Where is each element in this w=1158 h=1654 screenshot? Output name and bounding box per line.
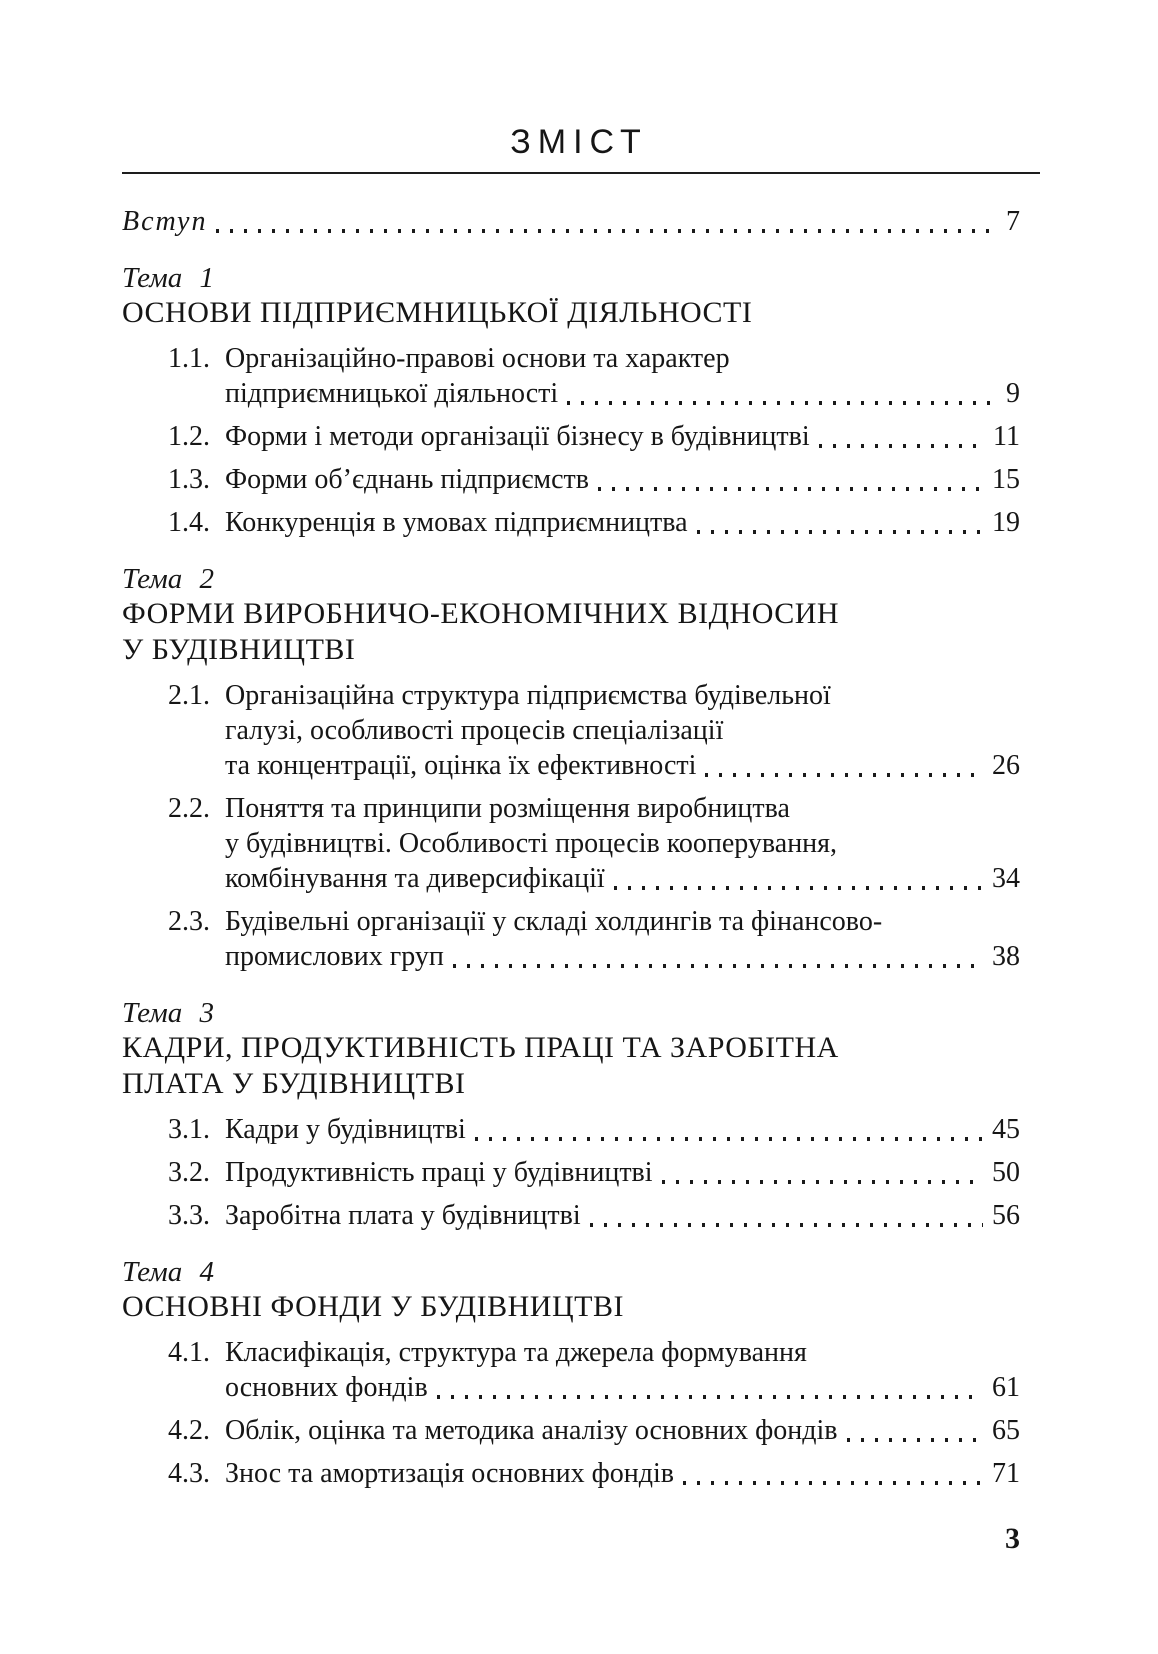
toc-entry bbox=[168, 341, 1038, 411]
title-rule bbox=[122, 172, 1040, 174]
toc-entry-page-ref: 11 bbox=[993, 420, 1020, 452]
dot-leader bbox=[437, 1395, 983, 1399]
toc-entry-line: Знос та амортизація основних фондів bbox=[225, 1457, 674, 1489]
toc-entry-last-line bbox=[225, 419, 1020, 454]
toc-entry-page-ref: 38 bbox=[992, 940, 1020, 972]
toc-entry-body bbox=[225, 791, 1038, 896]
toc-entry-page-ref: 71 bbox=[992, 1457, 1020, 1489]
toc-entry-number: 2.3. bbox=[168, 905, 210, 937]
toc-entry-body bbox=[225, 341, 1038, 411]
dot-leader bbox=[567, 401, 997, 405]
dot-leader bbox=[662, 1180, 983, 1184]
topic-title-line: ПЛАТА У БУДІВНИЦТВІ bbox=[122, 1066, 466, 1100]
toc-entry-number: 4.3. bbox=[168, 1457, 210, 1489]
topic-title-line: ОСНОВНІ ФОНДИ У БУДІВНИЦТВІ bbox=[122, 1289, 624, 1323]
toc-section-items bbox=[168, 1335, 1038, 1491]
intro-page-ref: 7 bbox=[1006, 205, 1020, 237]
dot-leader bbox=[614, 886, 983, 890]
toc-entry-number: 2.1. bbox=[168, 679, 210, 711]
topic-title-line: ФОРМИ ВИРОБНИЧО-ЕКОНОМІЧНИХ ВІДНОСИН bbox=[122, 596, 840, 630]
toc-entry-number: 3.2. bbox=[168, 1156, 210, 1188]
toc-entry-last-line bbox=[225, 1456, 1020, 1491]
toc-entry bbox=[168, 1112, 1038, 1147]
toc-entry-line: підприємницької діяльності bbox=[225, 377, 559, 409]
toc-entry-number: 1.4. bbox=[168, 506, 210, 538]
dot-leader bbox=[590, 1223, 983, 1227]
toc-entry bbox=[168, 419, 1038, 454]
topic-title-line: У БУДІВНИЦТВІ bbox=[122, 632, 356, 666]
toc-entry-number: 3.3. bbox=[168, 1199, 210, 1231]
toc-section bbox=[122, 1255, 1038, 1491]
toc-entry-number: 4.2. bbox=[168, 1414, 210, 1446]
toc-entry-page-ref: 9 bbox=[1006, 377, 1020, 409]
toc-entry-line: Поняття та принципи розміщення виробництва bbox=[225, 792, 790, 824]
toc-entry-body bbox=[225, 462, 1038, 497]
toc-section bbox=[122, 261, 1038, 540]
toc-entry bbox=[168, 904, 1038, 974]
toc-entry-line: Облік, оцінка та методика аналізу основних фондів bbox=[225, 1414, 838, 1446]
toc-section-items bbox=[168, 678, 1038, 974]
toc-entry-body bbox=[225, 419, 1038, 454]
intro-label: Вступ bbox=[122, 205, 208, 237]
toc-entry-last-line bbox=[225, 1155, 1020, 1190]
toc-entry-line: Будівельні організації у складі холдингів та фінансово- bbox=[225, 905, 883, 937]
toc-entry-line: Форми об’єднань підприємств bbox=[225, 463, 589, 495]
toc-section bbox=[122, 562, 1038, 974]
toc-entry-line: основних фондів bbox=[225, 1371, 428, 1403]
table-of-contents bbox=[122, 204, 1038, 1491]
toc-entry-line: промислових груп bbox=[225, 940, 444, 972]
toc-entry-page-ref: 56 bbox=[992, 1199, 1020, 1231]
toc-entry-number: 4.1. bbox=[168, 1336, 210, 1368]
toc-entry bbox=[168, 462, 1038, 497]
toc-section bbox=[122, 996, 1038, 1233]
toc-entry-body bbox=[225, 1456, 1038, 1491]
dot-leader bbox=[453, 964, 983, 968]
toc-entry-line: Заробітна плата у будівництві bbox=[225, 1199, 581, 1231]
page-number: 3 bbox=[1005, 1522, 1020, 1555]
toc-section-items bbox=[168, 341, 1038, 540]
toc-entry-number: 3.1. bbox=[168, 1113, 210, 1145]
toc-entry-line: та концентрації, оцінка їх ефективності bbox=[225, 749, 697, 781]
topic-title-line: КАДРИ, ПРОДУКТИВНІСТЬ ПРАЦІ ТА ЗАРОБІТНА bbox=[122, 1030, 839, 1064]
toc-entry-number: 1.3. bbox=[168, 463, 210, 495]
toc-entry-page-ref: 65 bbox=[992, 1414, 1020, 1446]
toc-entry-number: 1.1. bbox=[168, 342, 210, 374]
dot-leader bbox=[475, 1137, 983, 1141]
toc-entry-body bbox=[225, 505, 1038, 540]
toc-entry-line: Класифікація, структура та джерела формування bbox=[225, 1336, 807, 1368]
toc-entry-page-ref: 61 bbox=[992, 1371, 1020, 1403]
toc-entry bbox=[168, 1413, 1038, 1448]
toc-entry-number: 2.2. bbox=[168, 792, 210, 824]
dot-leader bbox=[216, 229, 997, 233]
toc-entry-body bbox=[225, 1112, 1038, 1147]
toc-section-items bbox=[168, 1112, 1038, 1233]
toc-entry-page-ref: 26 bbox=[992, 749, 1020, 781]
toc-entry bbox=[168, 1155, 1038, 1190]
toc-entry-body bbox=[225, 1335, 1038, 1405]
toc-entry-line: у будівництві. Особливості процесів кооперування, bbox=[225, 827, 838, 859]
toc-entry-last-line bbox=[225, 1112, 1020, 1147]
toc-entry-page-ref: 45 bbox=[992, 1113, 1020, 1145]
toc-entry-page-ref: 34 bbox=[992, 862, 1020, 894]
toc-entry-body bbox=[225, 678, 1038, 783]
toc-entry bbox=[168, 791, 1038, 896]
topic-label: Тема 1 bbox=[122, 261, 214, 294]
topic-title bbox=[122, 295, 1038, 331]
toc-entry-body bbox=[225, 904, 1038, 974]
toc-entry-page-ref: 19 bbox=[992, 506, 1020, 538]
toc-entry-page-ref: 15 bbox=[992, 463, 1020, 495]
dot-leader bbox=[819, 444, 984, 448]
topic-title bbox=[122, 1030, 1038, 1102]
topic-label: Тема 2 bbox=[122, 562, 214, 595]
toc-entry-line: Організаційна структура підприємства будівельної bbox=[225, 679, 831, 711]
toc-entry-line: Форми і методи організації бізнесу в будівництві bbox=[225, 420, 810, 452]
toc-entry-body bbox=[225, 1155, 1038, 1190]
toc-entry-line: Організаційно-правові основи та характер bbox=[225, 342, 730, 374]
toc-entry-line: комбінування та диверсифікації bbox=[225, 862, 605, 894]
toc-entry bbox=[168, 1335, 1038, 1405]
topic-title bbox=[122, 1289, 1038, 1325]
page-header bbox=[0, 0, 1158, 174]
topic-label: Тема 4 bbox=[122, 1255, 214, 1288]
toc-entry-body bbox=[225, 1198, 1038, 1233]
toc-entry-last-line bbox=[225, 462, 1020, 497]
toc-entry-number: 1.2. bbox=[168, 420, 210, 452]
dot-leader bbox=[697, 530, 983, 534]
dot-leader bbox=[683, 1481, 983, 1485]
toc-entry-last-line bbox=[225, 1370, 1020, 1405]
toc-entry-last-line bbox=[225, 939, 1020, 974]
toc-entry bbox=[168, 1198, 1038, 1233]
toc-entry-last-line bbox=[225, 376, 1020, 411]
toc-entry-last-line bbox=[225, 748, 1020, 783]
toc-entry bbox=[168, 678, 1038, 783]
page-title: ЗМІСТ bbox=[510, 123, 648, 161]
toc-entry-body bbox=[225, 1413, 1038, 1448]
toc-entry-line: галузі, особливості процесів спеціалізації bbox=[225, 714, 724, 746]
topic-title-line: ОСНОВИ ПІДПРИЄМНИЦЬКОЇ ДІЯЛЬНОСТІ bbox=[122, 295, 753, 329]
toc-entry bbox=[168, 505, 1038, 540]
toc-sections bbox=[122, 261, 1038, 1491]
toc-entry-line: Кадри у будівництві bbox=[225, 1113, 466, 1145]
toc-entry-intro bbox=[122, 204, 1020, 239]
toc-entry-last-line bbox=[225, 1413, 1020, 1448]
topic-title bbox=[122, 596, 1038, 668]
toc-entry-line: Конкуренція в умовах підприємництва bbox=[225, 506, 688, 538]
dot-leader bbox=[598, 487, 983, 491]
dot-leader bbox=[847, 1438, 983, 1442]
toc-entry-last-line bbox=[225, 861, 1020, 896]
topic-label: Тема 3 bbox=[122, 996, 214, 1029]
dot-leader bbox=[705, 773, 983, 777]
toc-entry bbox=[168, 1456, 1038, 1491]
toc-entry-page-ref: 50 bbox=[992, 1156, 1020, 1188]
toc-entry-last-line bbox=[225, 505, 1020, 540]
toc-entry-line: Продуктивність праці у будівництві bbox=[225, 1156, 653, 1188]
toc-entry-last-line bbox=[225, 1198, 1020, 1233]
